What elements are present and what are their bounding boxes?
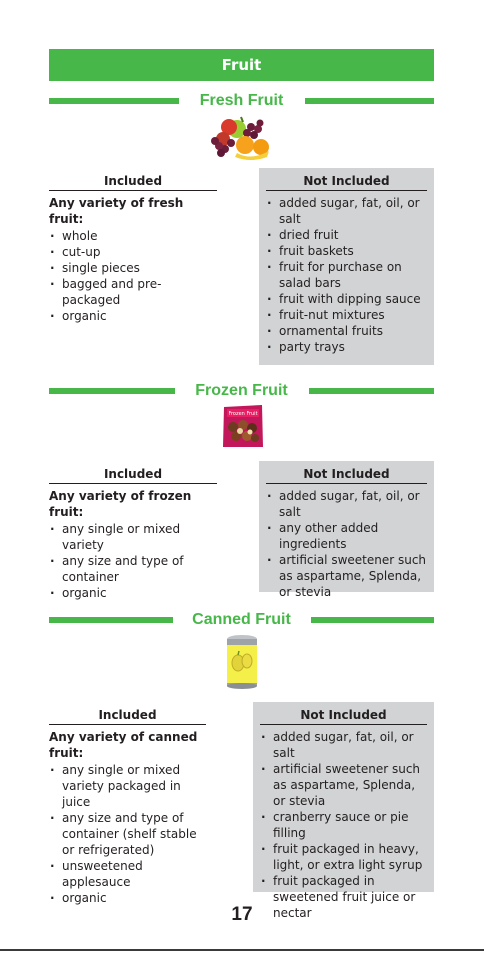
not-included-list [260, 729, 427, 921]
canned-fruit-heading [49, 609, 434, 631]
page-title: Fruit [49, 49, 434, 81]
list-item: · dried fruit [266, 227, 427, 243]
not-included-header: Not Included [266, 466, 427, 484]
list-item: · added sugar, fat, oil, or salt [266, 195, 427, 227]
included-list [49, 762, 206, 906]
list-item: · fruit with dipping sauce [266, 291, 427, 307]
list-item: · bagged and pre-packaged [49, 276, 217, 308]
section-title: Canned Fruit [192, 611, 291, 628]
list-item: · ornamental fruits [266, 323, 427, 339]
list-item: · organic [49, 585, 217, 601]
list-item: · fruit packaged in heavy, light, or extra light syrup [260, 841, 427, 873]
included-header: Included [49, 173, 217, 191]
list-item: · artificial sweetener such as aspartame, Splenda, or stevia [260, 761, 427, 809]
list-item: · fruit packaged in sweetened fruit juice or nectar [260, 873, 427, 921]
list-item: · added sugar, fat, oil, or salt [266, 488, 427, 520]
list-item: · artificial sweetener such as aspartame, Splenda, or stevia [266, 552, 427, 600]
list-item: · cut-up [49, 244, 217, 260]
fresh-fruit-heading [49, 90, 434, 112]
section-title: Frozen Fruit [195, 382, 288, 399]
included-header: Included [49, 466, 217, 484]
list-item: · any single or mixed variety [49, 521, 217, 553]
included-lead: Any variety of fresh fruit: [49, 196, 184, 226]
canned-included-column [49, 707, 206, 906]
list-item: · organic [49, 890, 206, 906]
svg-text:Frozen Fruit: Frozen Fruit [228, 411, 258, 417]
fresh-included-column [49, 173, 217, 324]
list-item: · any other added ingredients [266, 520, 427, 552]
list-item: · unsweetened applesauce [49, 858, 206, 890]
not-included-list [266, 488, 427, 600]
list-item: · organic [49, 308, 217, 324]
list-item: · added sugar, fat, oil, or salt [260, 729, 427, 761]
list-item: · fruit for purchase on salad bars [266, 259, 427, 291]
fresh-not-included-box [259, 168, 434, 365]
list-item: · cranberry sauce or pie filling [260, 809, 427, 841]
included-lead: Any variety of frozen fruit: [49, 489, 192, 519]
list-item: · fruit baskets [266, 243, 427, 259]
frozen-fruit-heading [49, 380, 434, 402]
frozen-included-column [49, 466, 217, 601]
included-list [49, 521, 217, 601]
list-item: · party trays [266, 339, 427, 355]
list-item: · any size and type of container [49, 553, 217, 585]
included-header: Included [49, 707, 206, 725]
frozen-fruit-bag-icon [221, 403, 265, 449]
list-item: · whole [49, 228, 217, 244]
list-item: · any size and type of container (shelf stable or refrigerated) [49, 810, 206, 858]
not-included-header: Not Included [266, 173, 427, 191]
frozen-not-included-box [259, 461, 434, 599]
not-included-column [260, 707, 427, 921]
not-included-column [266, 173, 427, 355]
list-item: · fruit-nut mixtures [266, 307, 427, 323]
page-bottom-divider [0, 949, 484, 951]
not-included-header: Not Included [260, 707, 427, 725]
list-item: · any single or mixed variety packaged in juice [49, 762, 206, 810]
section-title: Fresh Fruit [199, 92, 284, 109]
list-item: · single pieces [49, 260, 217, 276]
fruit-bowl-icon [207, 113, 277, 161]
included-list [49, 228, 217, 324]
page-number: 17 [231, 904, 253, 925]
canned-not-included-box [253, 702, 434, 920]
not-included-column [266, 466, 427, 600]
not-included-list [266, 195, 427, 355]
included-lead: Any variety of canned fruit: [49, 730, 198, 760]
fruit-can-icon [224, 634, 260, 690]
